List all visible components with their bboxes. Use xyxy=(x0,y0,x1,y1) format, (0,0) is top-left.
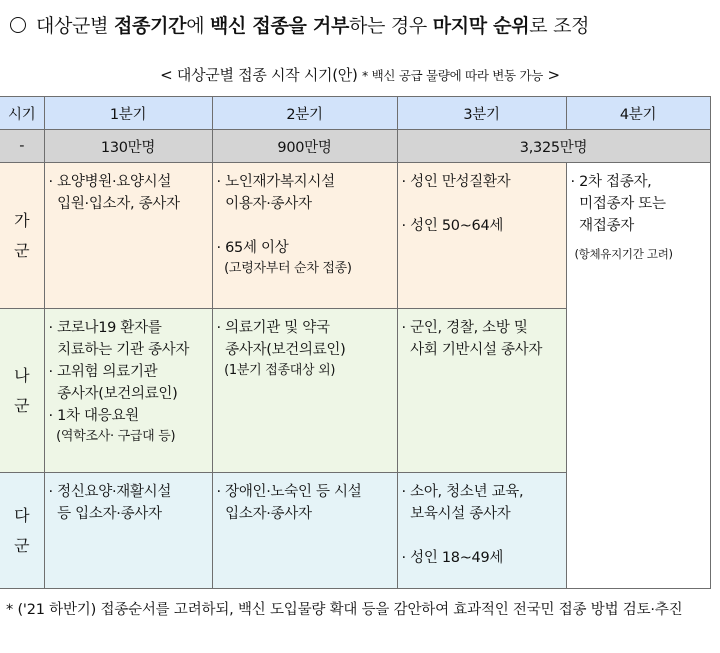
cell-line xyxy=(402,193,564,215)
group-da-q2-list xyxy=(213,473,397,529)
total-row xyxy=(0,130,710,163)
cell-line: · 의료기관 및 약국 xyxy=(216,320,330,336)
group-ga-q3-list xyxy=(398,163,566,241)
group-na-q3 xyxy=(397,309,566,473)
group-na-q2 xyxy=(212,309,397,473)
cell-line: 입원·입소자, 종사자 xyxy=(48,196,180,212)
cell-line: · 요양병원·요양시설 xyxy=(48,174,172,190)
cell-line: · 정신요양·재활시설 xyxy=(48,484,172,500)
headline-text-2: 에 xyxy=(186,15,210,37)
cell-line: · 성인 18~49세 xyxy=(401,550,504,566)
total-q2: 900만명 xyxy=(212,130,397,163)
cell-line: (고령자부터 순차 접종) xyxy=(216,261,352,276)
cell-line: · 고위험 의료기관 xyxy=(48,364,158,380)
group-ga-q2-list xyxy=(213,163,397,283)
headline-text-3: 하는 경우 xyxy=(349,15,433,37)
group-na-label xyxy=(0,309,44,473)
cell-line xyxy=(402,525,564,547)
group-da-q3-list xyxy=(398,473,566,573)
cell-line: 입소자·종사자 xyxy=(216,506,312,522)
cell-line: · 장애인·노숙인 등 시설 xyxy=(216,484,362,500)
header-row xyxy=(0,97,710,130)
header-q2: 2분기 xyxy=(212,97,397,130)
group-da-q2 xyxy=(212,473,397,589)
header-q3: 3분기 xyxy=(397,97,566,130)
headline-bold-1: 접종기간 xyxy=(113,15,187,37)
cell-line: 치료하는 기관 종사자 xyxy=(48,342,190,358)
group-ga-q3 xyxy=(397,163,566,309)
total-dash: - xyxy=(0,130,44,163)
group-da-q1 xyxy=(44,473,212,589)
group-na-q1-list xyxy=(45,309,212,451)
group-da-label-text: 다 군 xyxy=(14,505,30,555)
group-ga-label-text: 가 군 xyxy=(14,210,30,260)
headline-text-1: 대상군별 xyxy=(36,15,114,37)
group-na-label-text: 나 군 xyxy=(14,365,30,415)
cell-line: · 소아, 청소년 교육, xyxy=(401,484,524,500)
group-ga-row xyxy=(0,163,710,309)
cell-line: (역학조사· 구급대 등) xyxy=(48,429,176,444)
footnote: * ('21 하반기) 접종순서를 고려하되, 백신 도입물량 확대 등을 감안하여 효과적인 전국민 접종 방법 검토·추진 xyxy=(6,602,683,618)
q4-note: (항체유지기간 고려) xyxy=(574,247,673,261)
header-q1: 1분기 xyxy=(44,97,212,130)
cell-line: · 1차 대응요원 xyxy=(48,408,139,424)
caption-title: < 대상군별 접종 시작 시기(안) xyxy=(160,66,362,84)
cell-line: 미접종자 또는 xyxy=(570,196,666,212)
cell-line: · 성인 50~64세 xyxy=(401,218,504,234)
group-ga-q2 xyxy=(212,163,397,309)
cell-line: 종사자(보건의료인) xyxy=(216,342,346,358)
headline-bold-2: 백신 접종을 거부 xyxy=(209,15,349,37)
cell-line: 재접종자 xyxy=(570,218,634,234)
cell-line: 등 입소자·종사자 xyxy=(48,506,162,522)
group-da-label xyxy=(0,473,44,589)
cell-line: 종사자(보건의료인) xyxy=(48,386,178,402)
cell-line: · 코로나19 환자를 xyxy=(48,320,162,336)
cell-line: · 성인 만성질환자 xyxy=(401,174,511,190)
group-ga-q1 xyxy=(44,163,212,309)
group-ga-q1-list xyxy=(45,163,212,219)
group-da-q1-list xyxy=(45,473,212,529)
caption-close: > xyxy=(543,66,560,84)
cell-line: 사회 기반시설 종사자 xyxy=(401,342,543,358)
total-q3-q4: 3,325만명 xyxy=(397,130,710,163)
vaccination-schedule-table xyxy=(0,96,711,589)
q4-cell xyxy=(566,163,710,589)
caption-note: * 백신 공급 물량에 따라 변동 가능 xyxy=(361,68,544,83)
group-na-q1 xyxy=(44,309,212,473)
circle-bullet-icon xyxy=(10,17,26,33)
cell-line: 이용자·종사자 xyxy=(216,196,312,212)
cell-line: · 군인, 경찰, 소방 및 xyxy=(401,320,528,336)
cell-line xyxy=(217,215,395,237)
cell-line: · 노인재가복지시설 xyxy=(216,174,335,190)
group-na-q2-list xyxy=(213,309,397,385)
q4-list xyxy=(567,163,710,241)
cell-line: (1분기 접종대상 외) xyxy=(216,363,336,378)
header-q4: 4분기 xyxy=(566,97,710,130)
total-q1: 130만명 xyxy=(44,130,212,163)
headline-bold-3: 마지막 순위 xyxy=(432,15,530,37)
group-ga-label xyxy=(0,163,44,309)
group-da-q3 xyxy=(397,473,566,589)
headline xyxy=(6,10,714,42)
cell-line: 보육시설 종사자 xyxy=(401,506,511,522)
cell-line: · 2차 접종자, xyxy=(570,174,652,190)
headline-text-4: 로 조정 xyxy=(529,15,590,37)
cell-line: · 65세 이상 xyxy=(216,240,289,256)
table-caption xyxy=(0,64,720,85)
group-na-q3-list xyxy=(398,309,566,365)
header-period: 시기 xyxy=(0,97,44,130)
